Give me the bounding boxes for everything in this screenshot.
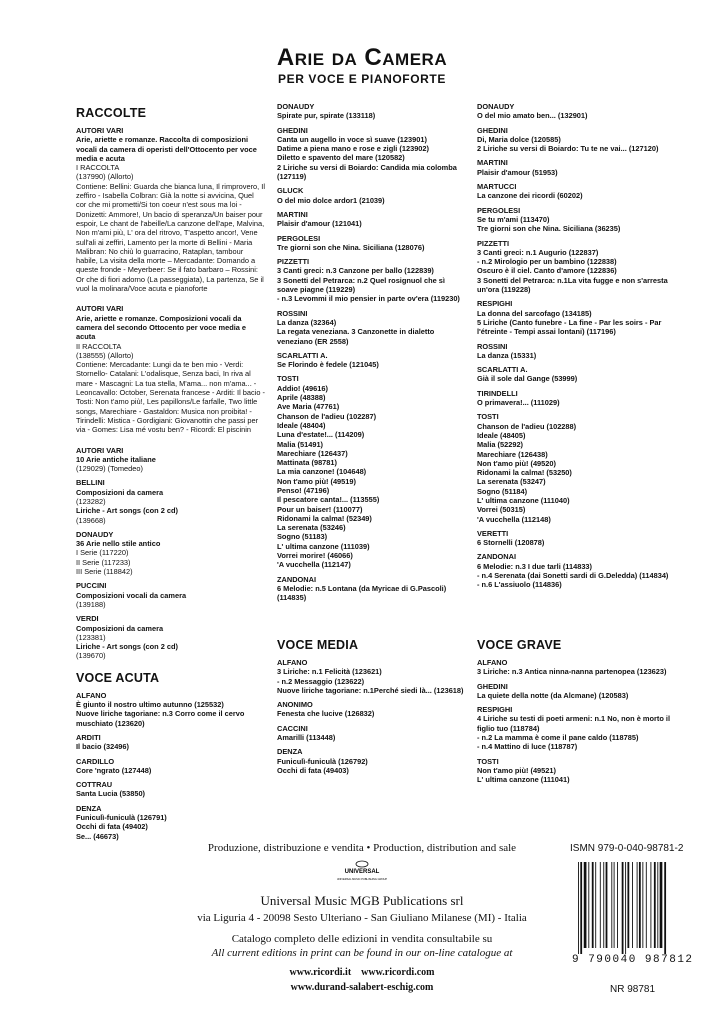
production-line: Produzione, distribuzione e vendita • Production, distribution and sale [207,842,517,854]
catalog-number: NR 98781 [610,984,656,995]
spacer [76,661,266,667]
work-entry: 3 Liriche: n.1 Felicità (123621) [277,667,382,677]
work-entry: Ideale (48404) [277,420,326,430]
section-heading: VOCE GRAVE [477,638,562,652]
voce-grave-section [477,634,677,785]
work-entry: Amarilli (113448) [277,733,336,743]
work-entry: Il pescatore canta!... (113555) [277,495,380,505]
work-entry: Sogno (51183) [277,532,328,542]
work-entry: Ave Maria (47761) [277,402,340,412]
work-entry: 'A vucchella (112147) [277,560,351,570]
barcode-bar [606,862,608,948]
logo-subtext: UNIVERSAL MUSIC PUBLISHING GROUP [336,878,388,881]
work-entry: - n.3 Levommi il mio pensier in parte ov'era (119230) [277,294,460,304]
work-entry: 2 Liriche su versi di Boiardo: Tu te ne vai... (127120) [477,144,659,154]
work-note: I Serie (117220) [76,548,129,558]
work-entry: Penso! (47196) [277,485,330,495]
work-entry: Arie, ariette e romanze. Raccolta di composizioni vocali da camera di operisti dell'Ottocento per voce media e acuta [76,135,257,163]
composer-name: ZANDONAI [277,574,317,584]
barcode-bar [584,862,587,948]
work-entry: - n.2 Messaggio (123622) [277,676,365,686]
work-entry: Funiculì-funiculà (126791) [76,813,167,822]
work-entry: - n.4 Serenata (dai Sonetti sardi di G.Deledda) (114834) [477,571,669,581]
work-entry: Malia (51491) [277,439,324,449]
work-entry: Liriche - Art songs (con 2 cd) [76,642,178,652]
work-entry: L' ultima canzone (111040) [477,495,570,505]
work-entry: Marechiare (126437) [277,448,348,458]
work-entry: O del mio amato ben... (132901) [477,111,588,121]
work-entry: La canzone dei ricordi (60202) [477,191,583,201]
composer-name: AUTORI VARI [76,126,124,135]
work-entry: - n.4 Mattino di luce (118787) [477,742,578,752]
catalog-note-it: Catalogo completo delle edizioni in vendita consultabile su [231,933,493,945]
composer-name: PIZZETTI [477,238,510,248]
section-heading: RACCOLTE [76,106,147,120]
composer-name: BELLINI [76,478,105,488]
work-entry: Non t'amo più! (49519) [277,476,356,486]
work-entry: Occhi di fata (49402) [76,822,148,832]
work-note: III Serie (118842) [76,567,133,577]
work-entry: 'A vucchella (112148) [477,514,551,524]
composer-name: ALFANO [277,658,308,667]
barcode-icon [576,862,696,954]
barcode-bar [654,862,656,948]
work-entry: - n.2 La mamma è come il pane caldo (118785) [477,733,639,743]
work-entry: 6 Melodie: n.5 Lontana (da Myricae di G.Pascoli) (114835) [277,583,447,603]
work-entry: Non t'amo più! (49520) [477,458,556,468]
composer-name: DENZA [277,747,303,757]
composer-name: TOSTI [477,756,499,766]
work-entry: 36 Arie nello stile antico [76,539,161,549]
work-entry: Se tu m'ami (113470) [477,214,550,224]
work-entry: - n.6 L'assiuolo (114836) [477,580,562,590]
publisher-name: Universal Music MGB Publications srl [260,893,464,908]
work-entry: 6 Stornelli (120878) [477,538,545,548]
work-entry: Il bacio (32496) [76,742,129,752]
work-note: Contiene: Bellini: Guarda che bianca luna, Il rimprovero, Il zeffiro - Isabella Colbran: Già la notte si avvicina, Quel cor che mi prometti/Si ton coeur n'est sous ma loi - Donizetti: Ammore!, Un bacio di speranza/Un baiser pour espoir, Le chant de l'abeille/La canzone dell'ape, Malvina, Non m'ami più, L' ora del ritrovo, T'aspetto ancor!, Vene sull'ali ai zeffiri, Lamento per la morte di Bellini - Maria Malibran: No chiù lo guarracino, Rataplan, tambour habile, La visita della morte – Mercadante: Domando a queste fronde - Meyerbeer: Se il fato barbaro – Rossini: Or che di fiori adorno (La passeggiata), La partenza, Se il vuol la molinara/Voce acuta e pianoforte [76,181,265,294]
work-entry: Marechiare (126438) [477,449,548,459]
composer-name: MARTINI [277,209,308,219]
spacer [76,435,266,441]
composer-name: SCARLATTI A. [477,365,528,375]
logo-text: UNIVERSAL [344,869,380,875]
ismn-code: ISMN 979-0-040-98781-2 [570,843,684,854]
work-entry: Chanson de l'adieu (102287) [277,411,377,421]
work-entry: La serenata (53247) [477,477,546,487]
work-entry: Addio! (49616) [277,383,328,393]
section-heading: VOCE ACUTA [76,670,160,685]
work-note: (123381) [76,632,106,642]
work-entry: 3 Canti greci: n.3 Canzone per ballo (122839) [277,266,434,276]
work-entry: Arie, ariette e romanze. Composizioni vocali da camera del secondo Ottocento per voce media e acuta [76,313,247,342]
work-note: II RACCOLTA [76,341,122,351]
work-entry: Vorrei morire! (46066) [277,551,353,561]
work-note: II Serie (117233) [76,557,131,567]
work-entry: Se Florindo è fedele (121045) [277,360,379,370]
work-entry: La danza (32364) [277,317,337,327]
work-entry: L' ultima canzone (111041) [477,775,570,785]
barcode-bar [627,862,629,948]
work-entry: Mattinata (98781) [277,458,337,468]
composer-name: MARTINI [477,158,508,168]
barcode-bar [660,862,663,948]
work-entry: Spirate pur, spirate (133118) [277,111,376,121]
composer-name: TIRINDELLI [477,388,518,398]
work-entry: Composizioni da camera [76,487,164,497]
work-entry: Malia (52292) [477,440,524,450]
work-note: (138555) (Allorto) [76,350,134,360]
website-ricordi[interactable]: www.ricordi.it www.ricordi.com [289,967,435,978]
composer-name: ALFANO [76,690,107,700]
page-title: Arie da Camera [276,44,448,71]
barcode-bar [646,862,647,948]
composer-name: DENZA [76,803,102,813]
work-entry: Tre giorni son che Nina. Siciliana (128076) [277,242,425,252]
composer-name: COTTRAU [76,780,113,790]
composer-name: GHEDINI [477,681,508,691]
work-entry: 2 Liriche su versi di Boiardo: Candida mia colomba (127119) [277,162,457,182]
work-entry: Nuove liriche tagoriane: n.1Perché siedi là... (123618) [277,685,464,695]
composer-name: CARDILLO [76,756,115,766]
work-entry: Nuove liriche tagoriane: n.3 Corro come il cervo muschiato (123620) [76,709,245,728]
composer-name: TOSTI [277,374,299,384]
work-entry: Santa Lucia (53850) [76,789,146,799]
composer-name: GHEDINI [477,125,508,135]
work-entry: 5 Liriche (Canto funebre - La fine - Par les soirs - Par l'étreinte - Tempi assai lontani) (117196) [477,317,662,337]
barcode-bar [637,862,638,948]
composer-name: AUTORI VARI [76,304,124,314]
barcode-bar [642,862,643,948]
work-entry: 3 Canti greci: n.1 Augurio (122837) [477,247,599,257]
work-entry: Occhi di fata (49403) [277,765,349,775]
composer-name: MARTUCCI [477,182,517,192]
barcode-bar [617,862,618,948]
composer-name: RESPIGHI [477,299,513,309]
composer-name: DONAUDY [277,102,315,111]
work-entry: La mia canzone! (104648) [277,467,367,477]
work-entry: La donna del sarcofago (134185) [477,308,592,318]
composer-name: ZANDONAI [477,552,517,562]
barcode-bar [580,862,582,954]
composer-name: PERGOLESI [277,233,321,243]
composer-name: RESPIGHI [477,705,513,715]
section-heading: VOCE MEDIA [277,638,359,652]
work-entry: L' ultima canzone (111039) [277,541,370,551]
work-entry: Pour un baiser! (110077) [277,504,363,514]
work-note: (123282) [76,496,106,506]
work-entry: La danza (15331) [477,350,537,360]
barcode-bar [632,862,633,948]
work-entry: 3 Liriche: n.3 Antica ninna-nanna partenopea (123623) [477,667,667,677]
work-entry: Tre giorni son che Nina. Siciliana (36235) [477,224,621,234]
work-note: Contiene: Mercadante: Lungi da te ben mio - Verdi: Stornello- Catalani: L'odalisque, Senza baci, In riva al mare - Mascagni: La tua stella, M'ama... non m'ama... - Leoncavallo: October, Serenata francese - Arditi: Il bacio - Tosti: Non t'amo più!, Les papillons/Le farfalle, Two little songs, Marechiare - Gastaldon: Musica non proibita! - Tirindelli: Mistica - Gordigiani: Giovanottin che passi per via - Gomes: Lisa mé vostu ben? - Ricordi: El piscinin [76,360,265,435]
column-3 [477,102,677,590]
work-entry: 4 Liriche su testi di poeti armeni: n.1 No, non è morto il figlio tuo (118784) [477,714,671,733]
composer-name: GHEDINI [277,125,308,135]
composer-name: PIZZETTI [277,257,310,267]
work-entry: Vorrei (50315) [477,505,526,515]
work-entry: Già il sole dal Gange (53999) [477,374,578,384]
barcode-bar [639,862,641,948]
work-entry: Se... (46673) [76,831,119,841]
work-entry: Ridonami la calma! (52349) [277,513,372,523]
composer-name: ALFANO [477,658,508,667]
composer-name: TOSTI [477,412,499,422]
work-note: (129029) (Tomedeo) [76,464,143,474]
work-entry: Ideale (48405) [477,430,526,440]
work-entry: O primavera!... (111029) [477,398,560,408]
column-2 [277,102,467,603]
work-note: (139670) [76,651,106,661]
composer-name: ARDITI [76,732,101,742]
composer-name: AUTORI VARI [76,445,124,455]
work-entry: 3 Sonetti del Petrarca: n.1La vita fugge e non s'arresta un'ora (119228) [477,275,668,295]
spacer [76,293,266,299]
composer-name: ROSSINI [277,308,308,318]
composer-name: DONAUDY [76,529,114,539]
barcode-bar [622,862,624,954]
work-entry: O del mio dolce ardor1 (21039) [277,195,385,205]
column-1 [76,102,266,841]
barcode-bar [595,862,596,948]
work-note: (139188) [76,599,106,609]
catalog-note-en: All current editions in print can be found in our on-line catalogue at [211,947,513,959]
work-entry: La serenata (53246) [277,523,346,533]
work-entry: La quiete della notte (da Alcmane) (120583) [477,690,629,700]
barcode-bar [614,862,615,948]
work-entry: Luna d'estate!... (114209) [277,430,365,440]
work-note: (139668) [76,515,106,525]
composer-name: CACCINI [277,723,308,733]
work-entry: Diletto e spavento del mare (120582) [277,153,405,163]
composer-name: PUCCINI [76,581,107,591]
composer-name: ROSSINI [477,341,508,351]
work-entry: Funiculì-funiculà (126792) [277,756,368,766]
work-entry: Di, Maria dolce (120585) [477,134,561,144]
barcode-bar [592,862,594,948]
barcode-number: 9 790040 987812 [572,954,694,966]
barcode-bar [657,862,658,948]
barcode-bar [611,862,612,948]
work-entry: Ridonami la calma! (53250) [477,468,572,478]
work-entry: Oscuro è il ciel. Canto d'amore (122836) [477,266,617,276]
work-entry: Plaisir d'amour (121041) [277,219,362,229]
composer-name: GLUCK [277,186,304,196]
work-entry: Core 'ngrato (127448) [76,765,152,775]
work-entry: Non t'amo più! (49521) [477,765,556,775]
composer-name: PERGOLESI [477,205,521,215]
work-entry: La regata veneziana. 3 Canzonette in dialetto veneziano (ER 2558) [277,327,435,346]
universal-logo-icon [322,860,402,882]
work-entry: - n.2 Mirologio per un bambino (122838) [477,257,617,267]
composer-name: DONAUDY [477,102,515,111]
work-entry: 6 Melodie: n.3 I due tarli (114833) [477,561,593,571]
composer-name: VERDI [76,614,99,624]
publisher-address: via Liguria 4 - 20098 Sesto Ulteriano - San Giuliano Milanese (MI) - Italia [197,912,527,924]
work-entry: Sogno (51184) [477,486,528,496]
composer-name: ANONIMO [277,700,313,710]
work-entry: 3 Sonetti del Petrarca: n.2 Quel rosignuol che sì soave piagne (119229) [277,275,445,295]
barcode-bar [664,862,666,954]
work-entry: Liriche - Art songs (con 2 cd) [76,506,178,516]
barcode-bar [603,862,604,948]
website-durand[interactable]: www.durand-salabert-eschig.com [290,982,434,993]
composer-name: SCARLATTI A. [277,350,328,360]
barcode-bar [588,862,589,948]
work-entry: Datime a piena mano e rose e zigli (123902) [277,144,429,154]
work-entry: Aprile (48388) [277,393,326,403]
work-entry: Composizioni vocali da camera [76,590,187,600]
work-note: (137990) (Allorto) [76,172,134,182]
work-entry: Plaisir d'amour (51953) [477,167,558,177]
work-entry: Canta un augello in voce sì suave (123901) [277,134,427,144]
voce-media-section [277,634,467,775]
barcode-bar [578,862,579,954]
work-entry: Composizioni da camera [76,623,164,633]
barcode-bar [650,862,651,948]
work-note: I RACCOLTA [76,163,120,173]
work-entry: Chanson de l'adieu (102288) [477,421,577,431]
work-entry: È giunto il nostro ultimo autunno (125532) [76,700,224,710]
barcode-bar [625,862,626,954]
work-entry: Fenesta che lucive (126832) [277,709,375,719]
work-entry: 10 Arie antiche italiane [76,454,156,464]
page-subtitle: PER VOCE E PIANOFORTE [278,72,446,86]
barcode-bar [600,862,601,948]
composer-name: VERETTI [477,528,509,538]
